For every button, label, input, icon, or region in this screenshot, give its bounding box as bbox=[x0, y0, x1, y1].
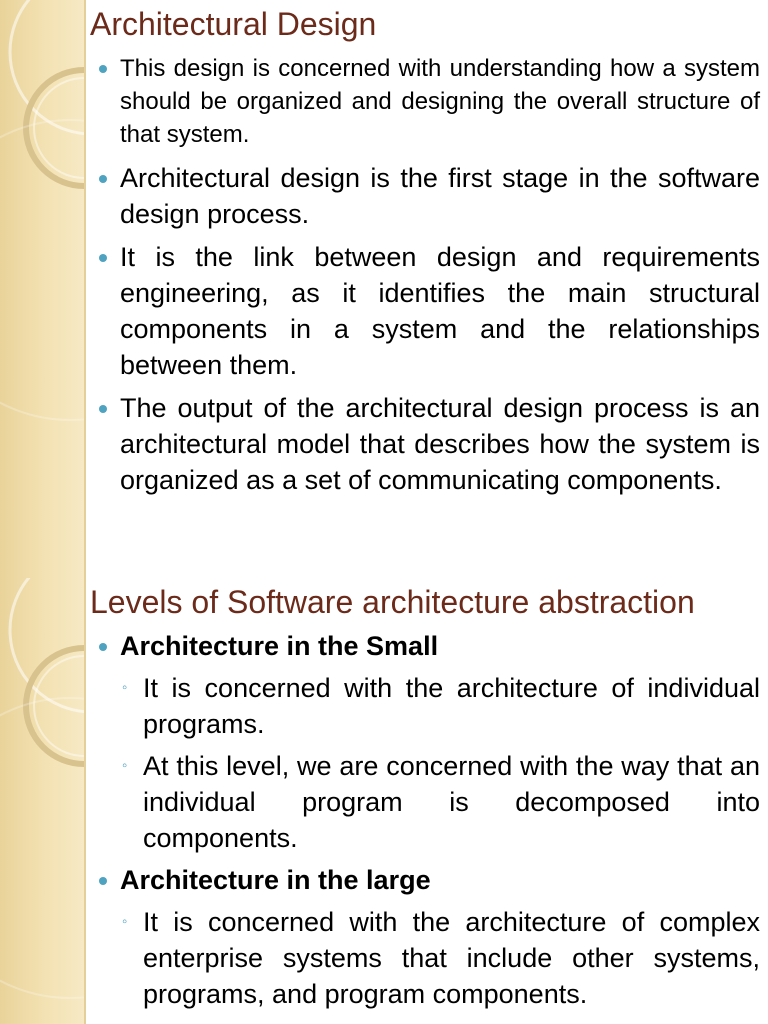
decorative-side-panel bbox=[0, 0, 86, 578]
list-item bbox=[98, 52, 760, 151]
bullet-text: The output of the architectural design process is an architectural model that describes how the system is organized as a set of communicating components. bbox=[120, 393, 760, 495]
sub-bullet-list bbox=[98, 670, 760, 856]
sub-bullet-text: It is concerned with the architecture of individual programs. bbox=[143, 673, 760, 739]
bullet-text: Architectural design is the first stage in the software design process. bbox=[120, 163, 760, 229]
list-item bbox=[98, 160, 760, 232]
bullet-dot-icon bbox=[99, 643, 107, 651]
list-item bbox=[98, 239, 760, 383]
ring-bullet-icon: ◦ bbox=[122, 913, 128, 930]
sublist-container bbox=[98, 904, 760, 1012]
bullet-dot-icon bbox=[99, 877, 107, 885]
sub-bullet-list bbox=[98, 904, 760, 1012]
section-heading: Architecture in the large bbox=[120, 865, 431, 895]
decorative-side-panel bbox=[0, 578, 86, 1024]
slide-levels-of-abstraction bbox=[0, 578, 768, 1024]
slide-title: Levels of Software architecture abstraction bbox=[90, 584, 695, 620]
bullet-dot-icon bbox=[99, 65, 107, 73]
bullet-list bbox=[98, 52, 760, 505]
section-heading: Architecture in the Small bbox=[120, 631, 439, 661]
decorative-rings-graphic bbox=[0, 578, 84, 1024]
bullet-dot-icon bbox=[99, 254, 107, 262]
bullet-text: This design is concerned with understanding how a system should be organized and designing the overall structure of that system. bbox=[120, 55, 760, 148]
list-item bbox=[98, 390, 760, 498]
ring-bullet-icon: ◦ bbox=[122, 679, 128, 696]
bullet-dot-icon bbox=[99, 175, 107, 183]
sublist-container bbox=[98, 670, 760, 856]
sub-bullet-text: At this level, we are concerned with the way that an individual program is decomposed into components. bbox=[143, 751, 760, 853]
bullet-dot-icon bbox=[99, 405, 107, 413]
decorative-rings-graphic bbox=[0, 0, 84, 578]
sub-list-item bbox=[98, 904, 760, 1012]
ring-bullet-icon: ◦ bbox=[122, 757, 128, 774]
sub-list-item bbox=[98, 670, 760, 742]
bullet-text: It is the link between design and requirements engineering, as it identifies the main structural components in a system and the relationships between them. bbox=[120, 242, 760, 380]
list-item-heading bbox=[98, 628, 760, 664]
list-item-heading bbox=[98, 862, 760, 898]
slide-title: Architectural Design bbox=[90, 6, 377, 42]
bullet-list bbox=[98, 628, 760, 1018]
sub-list-item bbox=[98, 748, 760, 856]
sub-bullet-text: It is concerned with the architecture of complex enterprise systems that include other systems, programs, and program components. bbox=[143, 907, 760, 1009]
